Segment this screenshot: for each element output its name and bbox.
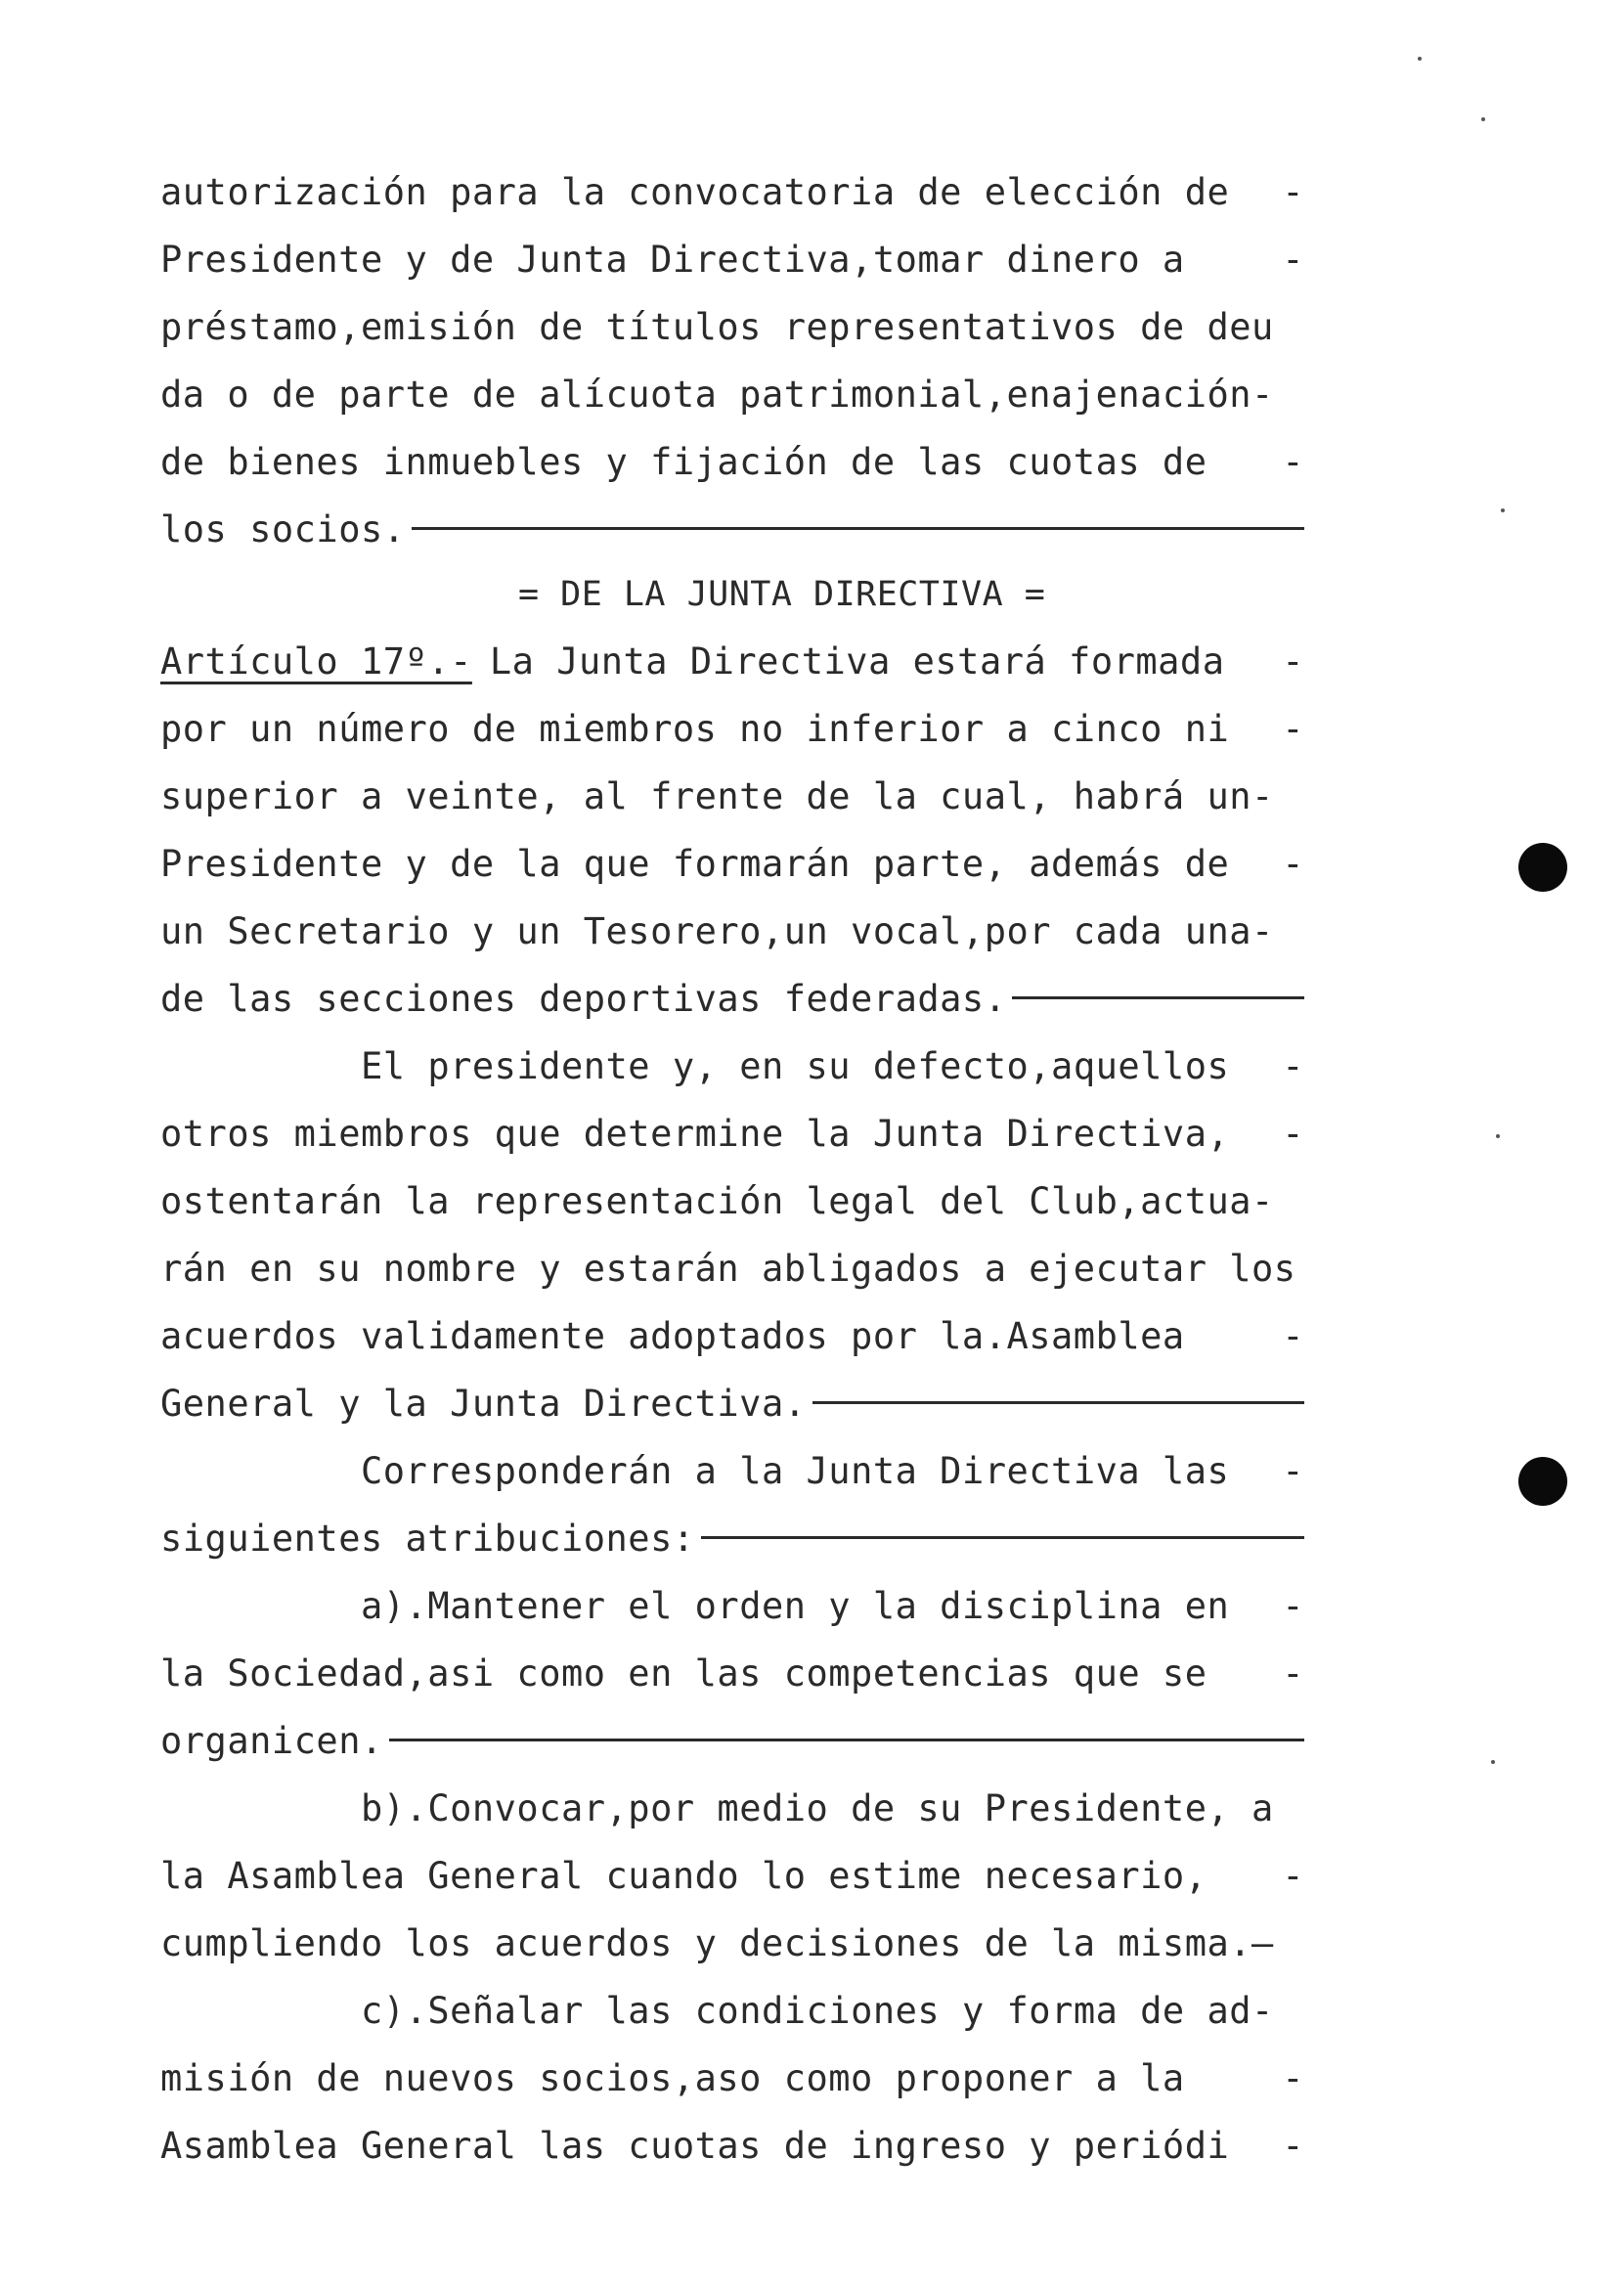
- article-number: Artículo 17º.-: [160, 640, 472, 683]
- text-line: [160, 1443, 1304, 1500]
- fill-line: [1012, 996, 1304, 999]
- line-text: El presidente y, en su defecto,aquellos: [361, 1045, 1230, 1087]
- text-line: [160, 1241, 1324, 1298]
- line-end: -: [1282, 1585, 1304, 1627]
- line-text: los socios.: [160, 508, 406, 550]
- text-line: [160, 2050, 1304, 2107]
- line-end: -: [1282, 1315, 1304, 1357]
- line-text: por un número de miembros no inferior a cinco ni: [160, 708, 1230, 750]
- line-text: da o de parte de alícuota patrimonial,enajenación-: [160, 374, 1274, 416]
- text-line: [160, 1781, 1304, 1837]
- line-end: -: [1282, 640, 1304, 683]
- text-line: [160, 836, 1304, 893]
- line-text: General y la Junta Directiva.: [160, 1383, 807, 1425]
- line-text: Presidente y de Junta Directiva,tomar dinero a: [160, 239, 1185, 281]
- text-line: [160, 971, 1304, 1028]
- line-text: a).Mantener el orden y la disciplina en: [361, 1585, 1230, 1627]
- text-line: [160, 1106, 1304, 1163]
- text-line: [160, 164, 1304, 221]
- punch-hole-bottom: [1518, 1457, 1567, 1506]
- speck: [1501, 508, 1505, 512]
- fill-line: [389, 1739, 1304, 1741]
- line-text: la Asamblea General cuando lo estime necesario,: [160, 1855, 1207, 1897]
- line-text: de bienes inmuebles y fijación de las cuotas de: [160, 441, 1207, 483]
- line-text: otros miembros que determine la Junta Directiva,: [160, 1113, 1230, 1155]
- speck: [1496, 1134, 1500, 1138]
- text-line: [160, 1511, 1304, 1567]
- text-line: [160, 1578, 1304, 1635]
- text-line: [160, 1916, 1304, 1972]
- text-line: [160, 701, 1304, 758]
- fill-line: [412, 527, 1304, 530]
- text-line: [160, 1983, 1304, 2040]
- text-line: [160, 1376, 1304, 1432]
- line-end: -: [1282, 239, 1304, 281]
- line-text: préstamo,emisión de títulos representativos de deu: [160, 306, 1274, 348]
- text-line: [160, 1038, 1304, 1095]
- text-line: [160, 769, 1304, 825]
- line-text: Asamblea General las cuotas de ingreso y periódi: [160, 2125, 1230, 2167]
- section-heading: [323, 566, 1300, 623]
- text-line: [160, 367, 1304, 423]
- line-end: -: [1282, 2057, 1304, 2099]
- fill-line: [812, 1401, 1304, 1404]
- line-text: Presidente y de la que formarán parte, además de: [160, 843, 1230, 885]
- line-text: c).Señalar las condiciones y forma de ad-: [361, 1990, 1274, 2032]
- line-end: -: [1282, 441, 1304, 483]
- text-line: [160, 502, 1304, 558]
- text-line: [160, 1713, 1304, 1770]
- fill-line: [701, 1536, 1304, 1539]
- line-end: -: [1282, 708, 1304, 750]
- speck: [1491, 1760, 1495, 1764]
- line-end: -: [1282, 1450, 1304, 1492]
- speck: [1418, 57, 1422, 61]
- line-text: autorización para la convocatoria de elección de: [160, 171, 1230, 213]
- line-text: Corresponderán a la Junta Directiva las: [361, 1450, 1230, 1492]
- line-text: la Sociedad,asi como en las competencias que se: [160, 1652, 1207, 1695]
- text-line: [160, 903, 1304, 960]
- line-text: La Junta Directiva estará formada: [489, 640, 1225, 683]
- line-text: de las secciones deportivas federadas.: [160, 978, 1007, 1020]
- text-line: [160, 232, 1304, 288]
- line-text: misión de nuevos socios,aso como proponer a la: [160, 2057, 1185, 2099]
- line-end: -: [1282, 1855, 1304, 1897]
- line-text: superior a veinte, al frente de la cual, habrá un-: [160, 775, 1274, 817]
- text-line: [160, 434, 1304, 491]
- line-text: b).Convocar,por medio de su Presidente, a: [361, 1787, 1274, 1829]
- line-text: rán en su nombre y estarán abligados a ejecutar los: [160, 1248, 1296, 1290]
- text-line: [160, 1173, 1304, 1230]
- line-text: organicen.: [160, 1720, 383, 1762]
- line-end: -: [1282, 843, 1304, 885]
- line-text: acuerdos validamente adoptados por la.Asamblea: [160, 1315, 1185, 1357]
- text-line: [160, 634, 1304, 690]
- line-text: ostentarán la representación legal del Club,actua-: [160, 1180, 1274, 1222]
- line-end: -: [1282, 1113, 1304, 1155]
- text-line: [160, 299, 1304, 356]
- text-line: [160, 1848, 1304, 1905]
- heading-text: = DE LA JUNTA DIRECTIVA =: [518, 575, 1046, 614]
- punch-hole-top: [1518, 843, 1567, 892]
- text-line: [160, 1308, 1304, 1365]
- line-end: -: [1282, 1045, 1304, 1087]
- speck: [1481, 117, 1485, 121]
- line-end: -: [1282, 1652, 1304, 1695]
- line-text: cumpliendo los acuerdos y decisiones de la misma.—: [160, 1922, 1274, 1964]
- line-end: -: [1282, 2125, 1304, 2167]
- text-line: [160, 1646, 1304, 1702]
- line-text: siguientes atribuciones:: [160, 1518, 695, 1560]
- line-text: un Secretario y un Tesorero,un vocal,por cada una-: [160, 910, 1274, 952]
- line-end: -: [1282, 171, 1304, 213]
- text-line: [160, 2118, 1304, 2175]
